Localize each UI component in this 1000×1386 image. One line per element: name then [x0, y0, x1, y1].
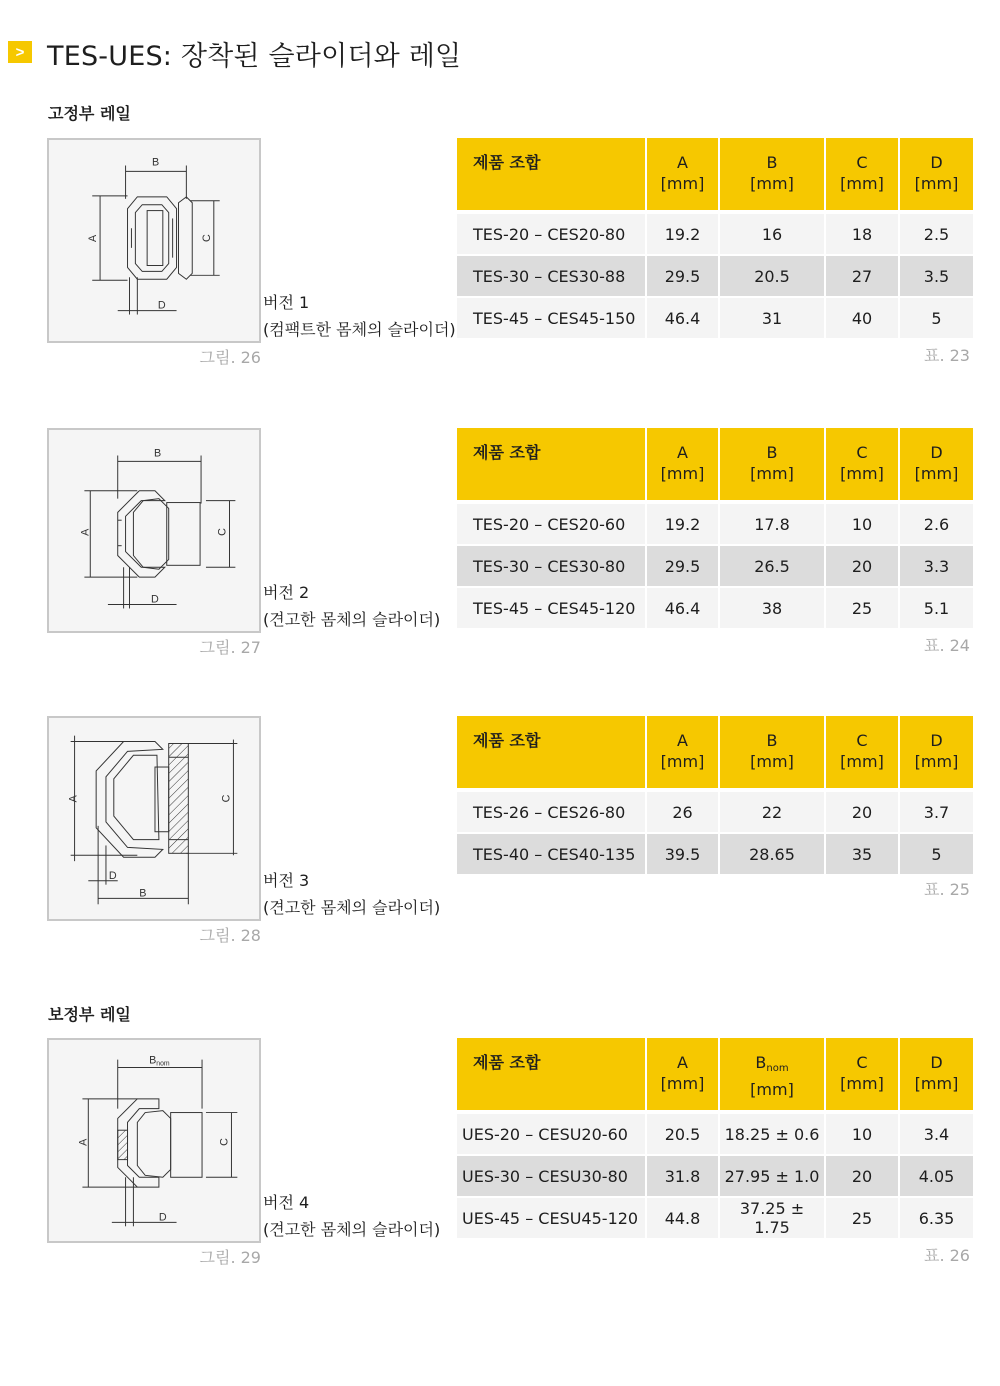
dim-label-b: B	[152, 156, 160, 169]
cell-product: TES-30 – CES30-88	[457, 256, 645, 298]
chevron-right-icon: >	[8, 41, 32, 63]
dim-label-a: A	[87, 234, 100, 242]
cell-c: 27	[826, 256, 898, 298]
dim-label-c: C	[218, 1138, 231, 1146]
table-row	[457, 834, 973, 876]
cell-d: 6.35	[900, 1198, 973, 1240]
cell-d: 3.3	[900, 546, 973, 588]
dim-label-d: D	[157, 299, 166, 312]
cell-d: 5	[900, 834, 973, 876]
cell-c: 10	[826, 504, 898, 546]
header-b: $B_{nom}$ [mm]	[720, 1038, 824, 1114]
cell-b: 17.8	[720, 504, 824, 546]
page-title: TES-UES: 장착된 슬라이더와 레일	[47, 41, 462, 72]
figure-caption: 그림. 26	[199, 348, 261, 367]
cell-product: TES-26 – CES26-80	[457, 792, 645, 834]
figure-26-drawing	[47, 138, 261, 343]
header-product: 제품 조합	[457, 1038, 645, 1114]
cell-a: 39.5	[647, 834, 718, 876]
cell-product: TES-20 – CES20-80	[457, 214, 645, 256]
dim-label-a: A	[67, 795, 80, 803]
spec-table-26	[455, 1038, 975, 1240]
slider-version-3-diagram	[49, 718, 259, 919]
header-b: B [mm]	[720, 716, 824, 792]
cell-c: 18	[826, 214, 898, 256]
version-description: (견고한 몸체의 슬라이더)	[263, 898, 441, 917]
cell-a: 46.4	[647, 588, 718, 630]
header-a: A [mm]	[647, 1038, 718, 1114]
cell-a: 31.8	[647, 1156, 718, 1198]
figure-28-drawing	[47, 716, 261, 921]
dim-label-a: A	[77, 1138, 90, 1146]
table-caption: 표. 23	[924, 346, 970, 365]
dim-label-c: C	[220, 794, 233, 803]
figure-27-version	[263, 579, 440, 633]
header-a: A [mm]	[647, 138, 718, 214]
cell-d: 5.1	[900, 588, 973, 630]
slider-version-4-diagram	[49, 1040, 259, 1241]
cell-product: UES-45 – CESU45-120	[457, 1198, 645, 1240]
header-product: 제품 조합	[457, 138, 645, 214]
cell-b: 18.25 ± 0.6	[720, 1114, 824, 1156]
dim-label-b: Bnom	[149, 1054, 170, 1068]
dim-label-b-sub: nom	[156, 1060, 170, 1068]
table-caption: 표. 25	[924, 880, 970, 899]
header-d: D [mm]	[900, 428, 973, 504]
cell-d: 3.5	[900, 256, 973, 298]
cell-c: 40	[826, 298, 898, 340]
cell-a: 46.4	[647, 298, 718, 340]
cell-d: 4.05	[900, 1156, 973, 1198]
cell-b: 37.25 ± 1.75	[720, 1198, 824, 1240]
table-row	[457, 1198, 973, 1240]
cell-c: 20	[826, 792, 898, 834]
spec-table-24	[455, 428, 975, 630]
figure-28-version	[263, 867, 440, 921]
version-label: 버전 3	[263, 871, 310, 890]
cell-a: 26	[647, 792, 718, 834]
cell-b: 31	[720, 298, 824, 340]
cell-a: 19.2	[647, 504, 718, 546]
cell-c: 25	[826, 588, 898, 630]
cell-product: TES-30 – CES30-80	[457, 546, 645, 588]
cell-d: 5	[900, 298, 973, 340]
cell-product: TES-20 – CES20-60	[457, 504, 645, 546]
header-c: C [mm]	[826, 1038, 898, 1114]
figure-29-drawing	[47, 1038, 261, 1243]
version-description: (컴팩트한 몸체의 슬라이더)	[263, 320, 456, 339]
cell-a: 29.5	[647, 256, 718, 298]
header-b: B [mm]	[720, 138, 824, 214]
dim-label-b: B	[139, 887, 147, 900]
cell-product: UES-20 – CESU20-60	[457, 1114, 645, 1156]
figure-26-version	[263, 289, 456, 343]
version-description: (견고한 몸체의 슬라이더)	[263, 1220, 441, 1239]
cell-c: 25	[826, 1198, 898, 1240]
header-d: D [mm]	[900, 1038, 973, 1114]
dim-label-b: B	[154, 447, 162, 460]
dim-label-c: C	[216, 528, 229, 536]
version-label: 버전 1	[263, 293, 310, 312]
cell-c: 20	[826, 546, 898, 588]
table-caption: 표. 24	[924, 636, 970, 655]
spec-table-25	[455, 716, 975, 876]
cell-product: TES-40 – CES40-135	[457, 834, 645, 876]
version-label: 버전 2	[263, 583, 310, 602]
cell-b: 28.65	[720, 834, 824, 876]
section-title-fixed: 고정부 레일	[48, 104, 131, 123]
slider-version-2-diagram	[49, 430, 259, 631]
header-d: D [mm]	[900, 716, 973, 792]
table-row	[457, 298, 973, 340]
dim-label-c: C	[200, 234, 213, 242]
table-caption: 표. 26	[924, 1246, 970, 1265]
cell-a: 20.5	[647, 1114, 718, 1156]
cell-b: 27.95 ± 1.0	[720, 1156, 824, 1198]
table-row	[457, 214, 973, 256]
header-b: B [mm]	[720, 428, 824, 504]
table-row	[457, 1156, 973, 1198]
header-d: D [mm]	[900, 138, 973, 214]
cell-d: 2.6	[900, 504, 973, 546]
cell-b: 20.5	[720, 256, 824, 298]
header-product: 제품 조합	[457, 428, 645, 504]
cell-d: 3.7	[900, 792, 973, 834]
table-row	[457, 256, 973, 298]
cell-b: 26.5	[720, 546, 824, 588]
cell-a: 44.8	[647, 1198, 718, 1240]
header-c: C [mm]	[826, 716, 898, 792]
cell-c: 20	[826, 1156, 898, 1198]
section-title-compensating: 보정부 레일	[48, 1005, 131, 1024]
header-a: A [mm]	[647, 716, 718, 792]
cell-d: 2.5	[900, 214, 973, 256]
cell-a: 19.2	[647, 214, 718, 256]
figure-27-drawing	[47, 428, 261, 633]
version-label: 버전 4	[263, 1193, 310, 1212]
spec-table-23	[455, 138, 975, 340]
cell-c: 10	[826, 1114, 898, 1156]
header-a: A [mm]	[647, 428, 718, 504]
cell-b: 38	[720, 588, 824, 630]
cell-product: TES-45 – CES45-120	[457, 588, 645, 630]
figure-caption: 그림. 29	[199, 1248, 261, 1267]
cell-product: TES-45 – CES45-150	[457, 298, 645, 340]
version-description: (견고한 몸체의 슬라이더)	[263, 610, 441, 629]
figure-caption: 그림. 27	[199, 638, 261, 657]
slider-version-1-diagram	[49, 140, 259, 341]
figure-caption: 그림. 28	[199, 926, 261, 945]
table-row	[457, 504, 973, 546]
table-row	[457, 792, 973, 834]
table-row	[457, 546, 973, 588]
cell-d: 3.4	[900, 1114, 973, 1156]
header-c: C [mm]	[826, 428, 898, 504]
header-c: C [mm]	[826, 138, 898, 214]
cell-b: 16	[720, 214, 824, 256]
cell-a: 29.5	[647, 546, 718, 588]
figure-29-version	[263, 1189, 440, 1243]
dim-label-d: D	[158, 1211, 167, 1224]
cell-c: 35	[826, 834, 898, 876]
cell-b: 22	[720, 792, 824, 834]
dim-label-d: D	[108, 869, 117, 882]
dim-label-a: A	[79, 528, 92, 536]
cell-product: UES-30 – CESU30-80	[457, 1156, 645, 1198]
dim-label-d: D	[151, 593, 159, 606]
table-row	[457, 588, 973, 630]
header-product: 제품 조합	[457, 716, 645, 792]
table-row	[457, 1114, 973, 1156]
